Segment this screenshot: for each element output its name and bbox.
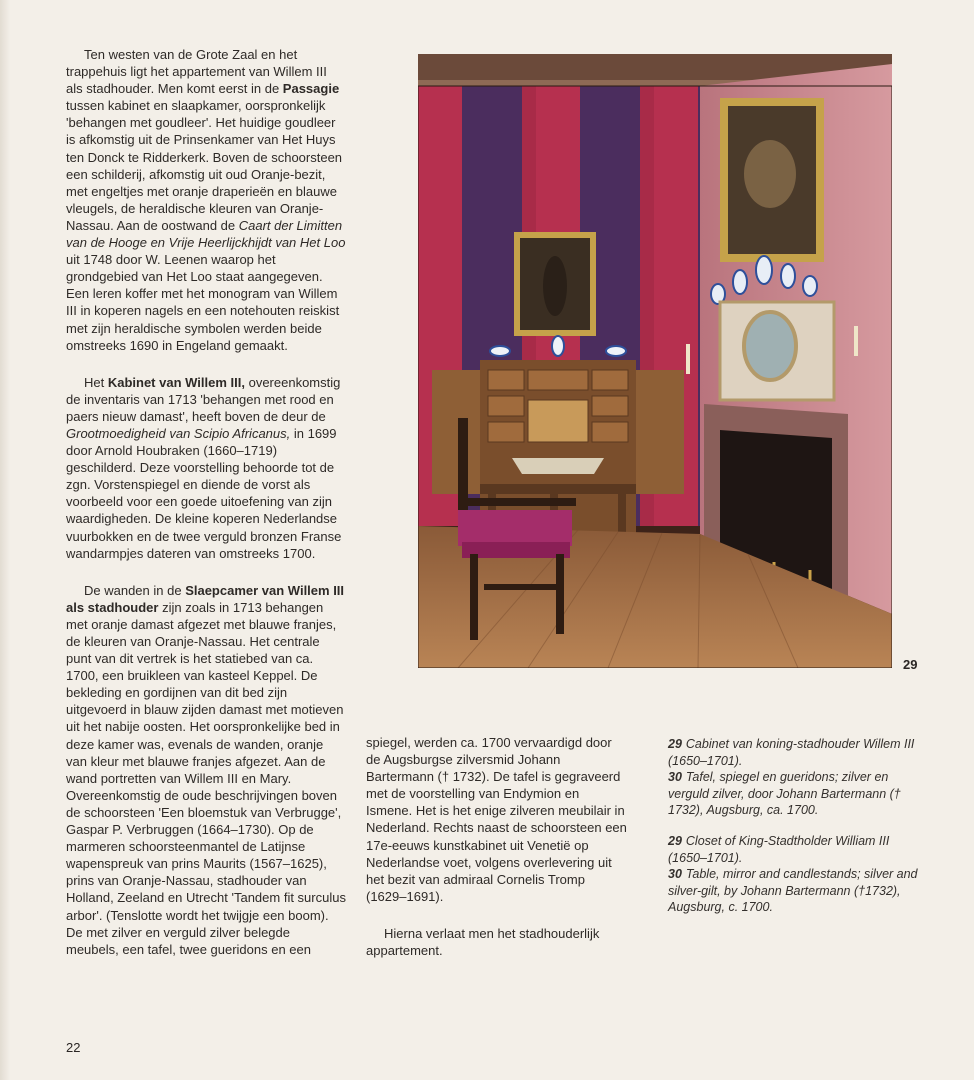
left-text-column [66, 46, 346, 978]
term-kabinet: Kabinet van Willem III, [107, 374, 245, 390]
caption-text: Cabinet van koning-stadhouder Willem III (1650–1701). [668, 737, 915, 768]
title-caart: Caart der Limitten van de Hooge en Vrije Heerlijckhijdt van Het Loo [66, 217, 346, 251]
paragraph-passagie: Ten westen van de Grote Zaal en het trappehuis ligt het appartement van Willem III als stadhouder. Men komt eerst in de Passagie tussen kabinet en slaapkamer, oorspronkelijk 'behangen met goudleer'. Het huidige goudleer is afkomstig uit de Prinsenkamer van Het Huys ten Donck te Ridderkerk. Boven de schoorsteen een schilderij, afkomstig uit oud Oranje-bezit, met engeltjes met oranje draperieën en blauwe vleugels, de heraldische kleuren van Oranje-Nassau. Aan de oostwand de Caart der Limitten van de Hooge en Vrije Heerlijckhijdt van Het Loo uit 1748 door W. Leenen waarop het grondgebied van Het Loo staat aangegeven. Een leren koffer met het monogram van Willem III in koperen nagels en een notehouten reiskist met zijn heraldische symbolen werden beide omstreeks 1690 in Engeland gemaakt. [66, 47, 346, 353]
paragraph-slaepcamer: De wanden in de Slaepcamer van Willem III als stadhouder zijn zoals in 1713 behangen met oranje damast afgezet met blauwe franjes, de kleuren van Oranje-Nassau. Het centrale punt van dit vertrek is het statiebed van ca. 1700, een bruikleen van kasteel Keppel. De bekleding en gordijnen van dit bed zijn uitgevoerd in blauw zijden damast met motieven uit het nabije oosten. Het oorspronkelijke bed in deze kamer was, evenals de wanden, oranje van kleur met blauwe franjes afgezet. Aan de wand portretten van Willem III en Mary. Overeenkomstig de oude beschrijvingen boven de schoorsteen 'Een bloemstuk van Verbrugge', Gaspar P. Verbruggen (1664–1730). Op de marmeren schoorsteenmantel de Latijnse wapenspreuk van prins Maurits (1567–1625), prins van Oranje-Nassau, stadhouder van Holland, Zeeland en Utrecht 'Tandem fit surculus arbor'. (Tenslotte wordt het twijgje een boom). De met zilver en verguld zilver belegde meubels, een tafel, twee gueridons en een [66, 582, 346, 957]
caption-text: Closet of King-Stadtholder William III (1650–1701). [668, 833, 890, 865]
paragraph-closing: Hierna verlaat men het stadhouderlijk appartement. [366, 925, 600, 959]
caption-entry [668, 736, 928, 769]
paragraph-continuation: spiegel, werden ca. 1700 vervaardigd door de Augsburgse zilversmid Johann Bartermann († 1732). De tafel is gegraveerd met de voorstelling van Endymion en Ismene. Het is het enige zilveren meubilair in Nederland. Rechts naast de schoorsteen een 17e-eeuws kunstkabinet uit Venetië op Nederlandse voet, volgens overlevering uit het bezit van admiraal Cornelis Tromp (1629–1691). [366, 735, 627, 904]
caption-text: Tafel, spiegel en gueridons; zilver en verguld zilver, door Johann Bartermann († 1732), Augsburg, ca. 1700. [668, 770, 901, 818]
caption-entry [668, 866, 928, 916]
caption-number: 30 [668, 770, 682, 785]
caption-number: 29 [668, 737, 682, 751]
figure-captions [668, 736, 928, 916]
caption-number: 29 [668, 833, 682, 848]
page-gutter-shadow [0, 0, 10, 1080]
middle-text-column [366, 734, 628, 979]
caption-number: 30 [668, 867, 682, 882]
caption-entry [668, 833, 928, 866]
photo-cabinet-room [418, 54, 892, 668]
paragraph-kabinet: Het Kabinet van Willem III, overeenkomstig de inventaris van 1713 'behangen met rood en paers nieuw damast', heeft boven de deur de Grootmoedigheid van Scipio Africanus, in 1699 door Arnold Houbraken (1660–1719) geschilderd. Deze voorstelling behoorde tot de zgn. Vorstenspiegel en diende de vorst als voorbeeld voor een goede uitoefening van zijn waardigheden. De kleine koperen Nederlandse vuurbokken en de twee verguld bronzen Franse wandarmpjes dateren van omstreeks 1700. [66, 374, 342, 561]
room-illustration [418, 54, 892, 668]
page-number: 22 [66, 1040, 81, 1055]
figure-number: 29 [903, 657, 918, 672]
caption-text: Table, mirror and candlestands; silver and silver-gilt, by Johann Bartermann (†1732), Augsburg, c. 1700. [668, 867, 918, 915]
caption-entry [668, 769, 928, 819]
term-passagie: Passagie [282, 81, 340, 97]
title-scipio: Grootmoedigheid van Scipio Africanus, [66, 425, 291, 441]
captions-dutch [668, 736, 928, 819]
captions-english [668, 833, 928, 916]
term-slaepcamer: Slaepcamer van Willem III als stadhouder [66, 582, 345, 615]
